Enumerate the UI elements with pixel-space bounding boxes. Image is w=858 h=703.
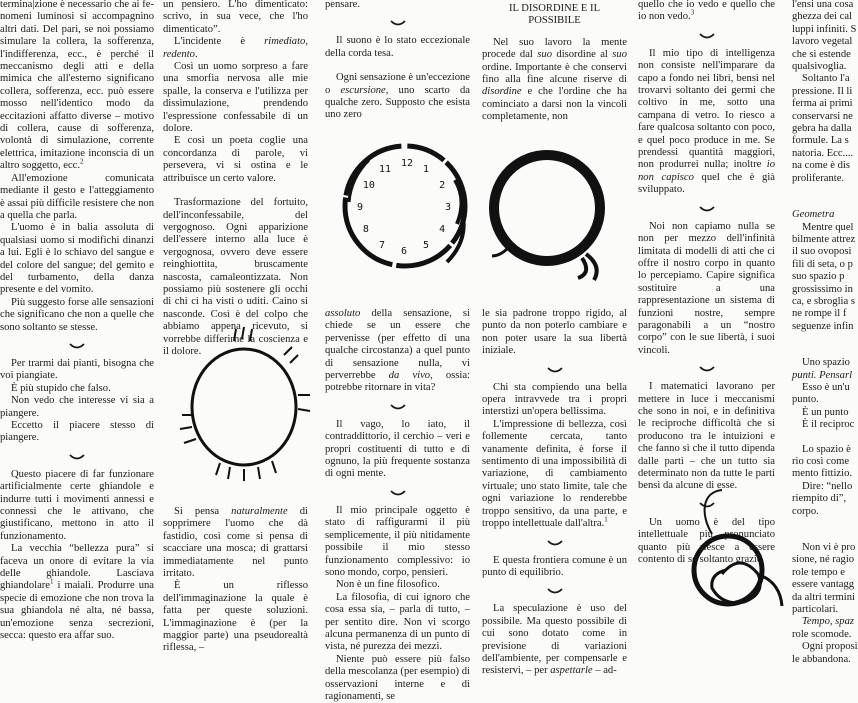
- col2-paragraph-incidente: L'incidente è rimediato, redento.: [163, 36, 308, 60]
- col3-paragraph-vago: Il vago, lo iato, il contraddittorio, il cerchio – veri e propri costituenti di tutto e di ognuno, la più frequente sostanza di ogni mente.: [325, 418, 470, 480]
- col5-paragraph-matematici: I matematici lavorano per mettere in luce i meccanismi che sono in noi, e in definitiva le reciproche difficoltà che si producono tra le intuizioni e che fanno sì che il tutto dipenda dalle parti – che un tutto sia determinato non da tutte le parti bensì da alcune di esse.: [638, 381, 775, 492]
- col3-paragraph-fine: Non è un fine filosofico.: [336, 579, 440, 591]
- section-mark: [390, 403, 406, 411]
- section-mark: [547, 587, 563, 595]
- col3-paragraph-oggetto: Il mio principale oggetto è stato di raffigurarmi il più semplicemente, il più nitidamente possibile il mio stesso funzionamento complessivo: io sono mondo, corpo, pensieri.: [325, 504, 470, 578]
- col1-paragraph-uomo: L'uomo è in balia assoluta di qualsiasi uomo si modifichi dinanzi a lui. Egli è lo schiavo del sangue e del colore del sangue; del gemito e del turbamento, della danza presente e del vomito.: [0, 222, 154, 296]
- clock-number: 3: [445, 202, 452, 213]
- col2-paragraph-1: un pensiero. L'ho dimenticato: scrivo, in sua vece, che l'ho dimenticato”.: [163, 0, 308, 35]
- col3-paragraph-filosofia: La filosofia, di cui ignoro che cosa essa sia, – parla di tutto, – per sentito dire. Non vi scorgo alcuna permanenza di un punto di vista, né purezza dei mezzi.: [325, 591, 470, 653]
- section-heading-geometra: Geometra: [792, 209, 835, 221]
- col1-paragraph-bellezza: La vecchia “bellezza pura” si faceva un onore di evitare la via delle ghiandole. Lasciava ghiandolare$^1$ i maiali. Produrre una specie di emozione che non trova la sua ghiandola né alta, né bassa, un'emozione senza secrezioni, secca: questo era affar suo.: [0, 543, 154, 642]
- section-mark: [699, 32, 715, 40]
- col4-paragraph-disordine: Nel suo lavoro la mente procede dal suo disordine al suo ordine. Importante è che conservi fino alla fine alcune riserve di disordine e che l'ordine che ha cominciato a darsi non la vincoli completamente, non: [482, 36, 627, 123]
- col2-paragraph-riflesso: È un riflesso dell'immaginazione la quale è fatta per queste soluzioni. L'immaginazione è (per la maggior parte) una pseudorealtà riflessa, –: [163, 580, 308, 654]
- clock-number: 5: [423, 240, 430, 252]
- col1-paragraph-1: termina|zione è necessario che ai fe- nomeni luminosi si accompagnino altri dati. Del pari, se noi possiamo simulare la collera, la sofferenza, l'indifferenza, ecc., è perché il meccanismo degli atti e della mimica che all'esterno significano collera, sofferenza, ecc. può essere mosso nell'identico modo da eccitazioni affatto diverse – motivo di collera, cause di sofferenza, volontà di simulazione, corrente elettrica, imitazione inconscia di un altro soggetto, ecc.$^2$: [0, 0, 154, 172]
- ink-circle-figure: [482, 138, 617, 283]
- col1-paragraph-sensazioni: Più suggesto forse alle sensazioni che significano che non a quelle che sono soltanto se stesse.: [0, 296, 154, 333]
- clock-number: 2: [439, 180, 446, 191]
- clock-number: 9: [357, 202, 364, 213]
- column-4-lower: [482, 308, 627, 677]
- clock-number: 8: [362, 224, 369, 235]
- column-3-lower: [325, 308, 471, 702]
- col3-paragraph-sensazione: Ogni sensazione è un'eccezione o escursione, uno scarto da qualche zero. Supposto che esista uno zero: [325, 72, 470, 121]
- section-mark: [390, 489, 406, 497]
- col3-paragraph-suono: Il suono è lo stato eccezionale della corda tesa.: [325, 35, 470, 59]
- clock-number: 12: [401, 158, 414, 169]
- col1-paragraph-eccetto: Eccetto il piacere stesso di piangere.: [0, 420, 154, 444]
- col5-paragraph-uomo: Un uomo è del tipo intellettuale più pronunciato quanto più riesce a essere contento di sé soltanto grazie: [638, 516, 775, 566]
- col2-paragraph-sopprimere: Si pensa naturalmente di sopprimere l'uomo che dà fastidio, così come si pensa di scacciare una mosca; di grattarsi immediatamente nel punto irritato.: [163, 506, 308, 580]
- col2-paragraph-smorfia: Così un uomo sorpreso a fare una smorfia nervosa alle mie spalle, la conserva e l'utilizza per dissimulazione, prendendo l'espressione confessabile di un dolore.: [163, 61, 308, 135]
- col1-paragraph-emozione: All'emozione comunicata mediante il gesto e l'atteggiamento è assai più difficile resistere che non a quella che parla.: [0, 172, 154, 221]
- ink-hatched-circle-figure: [176, 325, 316, 487]
- col4-paragraph-padrone: le sia padrone troppo rigido, al punto da non poterlo cambiare e non poter usare la sua libertà iniziale.: [482, 308, 627, 357]
- section-mark: [699, 205, 715, 213]
- clock-number: 11: [379, 163, 392, 175]
- col1-paragraph-piacere: Questo piacere di far funzionare artificialmente certe ghiandole e indurre tutti i movimenti annessi e connessi che le attivano, che giustificano, mettono in atto il funzionamento.: [0, 468, 154, 542]
- col3-paragraph-1: pensare.: [325, 0, 360, 10]
- section-mark: [69, 453, 85, 461]
- ink-clock-circle-figure: [335, 132, 475, 280]
- clock-number: 1: [423, 163, 430, 175]
- col4-paragraph-opera: Chi sta compiendo una bella opera intravvede tra i propri interstizi un'opera bellissima.: [482, 381, 627, 418]
- section-mark: [547, 366, 563, 374]
- col1-paragraph-pianti: Per trarmi dai pianti, bisogna che voi piangiate.: [0, 357, 154, 382]
- col2-paragraph-trasformazione: Trasformazione del fortuito, dell'inconfessabile, del vergognoso. Ogni apparizione dell'essere interno alla luce è vergognosa, ovvero deve essere reinghiottita, bruscamente nascosta, camaleontizzata. Non possiamo più sostenere gli occhi di chi ci ha visti o uditi. Caino si nasconde. Così è del colpo che abbiamo appena ricevuto, si vorrebbe differirne la coscienza e il dolore.: [163, 197, 308, 357]
- col3-paragraph-assoluto: assoluto della sensazione, si chiede se un essere che pervenisse (per effetto di una qualche circostanza) a quel punto di sensazione nulla, vi perverrebbe da vivo, ossia: potrebbe ritornare in vita?: [325, 308, 471, 394]
- col4-paragraph-frontiera: E questa frontiera comune è un punto di equilibrio.: [482, 554, 627, 578]
- col3-paragraph-mescolanza: Niente può essere più falso della mescolanza (per esempio) di osservazioni interne e di ragionamenti, se: [325, 653, 470, 702]
- col4-paragraph-speculazione: La speculazione è uso del possibile. Ma questo possibile di cui sono dotato come in previsione di variazioni dell'ambiente, per compensarle e resistervi, – per aspettarle – ad-: [482, 603, 627, 677]
- col4-paragraph-bellezza: L'impressione di bellezza, così follemente cercata, tanto vanamente definita, è forse il sentimento di una impossibilità di variazione, di cambiamento virtuale; uno stato limite, tale che ogni variazione lo renderebbe troppo sensitivo, da una parte, e troppo intellettuale dall'altra.$^1$: [482, 418, 627, 530]
- section-heading: IL DISORDINE E IL POSSIBILE: [508, 3, 601, 27]
- col5-paragraph-capiamo: Noi non capiamo nulla se non per mezzo dell'infinità limitata di modelli di atti che ci offre il nostro corpo in quanto lo percepiamo. Capire significa sostituire a una rappresentazione un sistema di funzioni nostre, sempre paragonabili a un “nostro corpo” con le sue libertà, i suoi vincoli.: [638, 220, 775, 356]
- clock-number: 4: [439, 224, 446, 235]
- column-6: l'ensi una cosa ghezza dei cal luppi infiniti. S lavoro vegetal che si estende qualsivoglia. Soltanto l'a pressione. Il li ferma ai primi conservarsi ne gebra ha dalla formule. La s natoria. Ecc.... na come è dis proliferante. Geometra Mentre quel bilmente attrez il suo ovoposi fili di seta, o p suo spazio p grossissimo in ca, e sbroglia s ne rompe il f seguenze infin Uno spazio punti. Pensarl Esso è un'u punto. È un punto È il reciproc Lo spazio è rio così come mento fittizio. Dire: “nello riempito di”, corpo. Non vi è pro sione, né ragio role tempo e essere vantagg da altri termini particolari. Tempo, spaz role scomode. Ogni proposi le abbandona.: [792, 0, 858, 665]
- section-mark: [390, 19, 406, 27]
- clock-number: 7: [379, 240, 386, 252]
- section-mark: [69, 342, 85, 350]
- clock-number: 6: [401, 246, 408, 257]
- col1-paragraph-interesse: Non vedo che interesse vi sia a piangere.: [0, 395, 154, 419]
- column-1: [0, 0, 154, 642]
- section-mark: [699, 365, 715, 373]
- col2-paragraph-poeta: E così un poeta coglie una concordanza di parole, vi persevera, vi si ostina e le attribuisce un certo valore.: [163, 135, 308, 184]
- section-mark: [547, 539, 563, 547]
- ink-spiral-figure: [682, 484, 792, 612]
- col1-paragraph-stupido: È più stupido che falso.: [11, 382, 111, 394]
- col5-paragraph-intelligenza: Il mio tipo di intelligenza non consiste nell'imparare da capo a fondo nei libri, bensì nel trovarvi soltanto dei germi che coltivo in me, sotto una campana di vetro. Io riesco a fare qualcosa soltanto con poco, e quel poco produce in me. Se prendessi quantità maggiori, non produrrei nulla; inoltre io non capisco quel che è già sviluppato.: [638, 47, 775, 196]
- col5-paragraph-1: quello che io vedo e quello che io non vedo.$^3$: [638, 0, 775, 23]
- clock-number: 10: [362, 180, 375, 191]
- column-2-lower: [163, 506, 308, 654]
